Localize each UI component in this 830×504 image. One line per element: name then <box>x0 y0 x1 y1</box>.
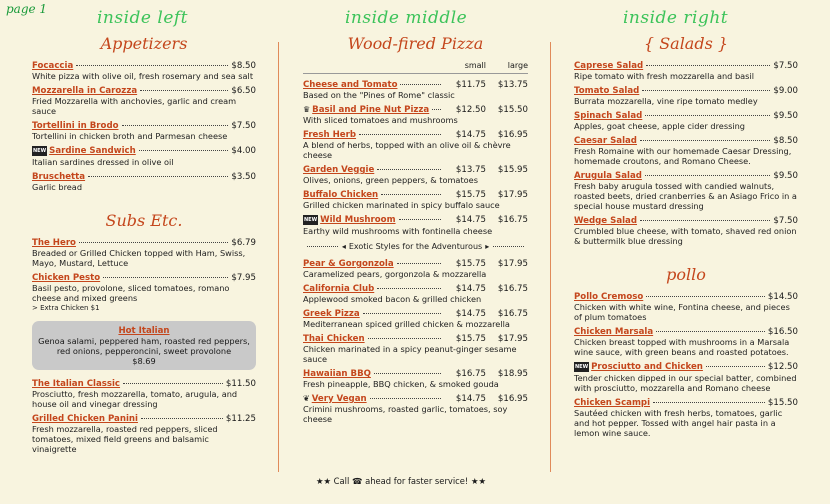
menu-item-name[interactable]: Very Vegan <box>311 394 367 404</box>
menu-item-name[interactable]: Chicken Pesto <box>32 273 101 283</box>
menu-item <box>32 238 256 268</box>
subs-title: Subs Etc. <box>105 211 183 230</box>
menu-item <box>32 273 256 313</box>
dot-leader <box>642 90 770 91</box>
menu-item-header <box>574 86 798 96</box>
menu-item-description: Breaded or Grilled Chicken topped with Ham, Swiss, Mayo, Mustard, Lettuce <box>32 248 246 268</box>
menu-item-header <box>32 86 256 96</box>
menu-item-price: $12.50 <box>767 362 798 372</box>
dot-leader <box>397 263 441 264</box>
menu-item-header <box>32 121 256 131</box>
menu-item-price: $11.50 <box>225 379 256 389</box>
menu-item-price: $9.00 <box>773 86 798 96</box>
menu-item-price: $7.95 <box>231 273 256 283</box>
menu-item-name[interactable]: Chicken Marsala <box>574 327 654 337</box>
menu-item-header <box>303 369 528 379</box>
menu-item <box>303 394 528 424</box>
menu-item-name[interactable]: California Club <box>303 284 375 294</box>
dot-leader <box>432 109 441 110</box>
dot-leader <box>359 134 441 135</box>
pollo-list <box>574 292 798 438</box>
menu-item-header <box>32 379 256 389</box>
menu-item <box>303 190 528 210</box>
menu-item-price: $14.50 <box>767 292 798 302</box>
new-badge: NEW <box>575 364 589 370</box>
middle-column <box>303 34 528 429</box>
menu-item-name[interactable]: Wild Mushroom <box>320 215 396 225</box>
menu-item <box>303 130 528 160</box>
menu-item <box>32 121 256 141</box>
menu-item <box>303 165 528 185</box>
menu-item-price: $7.50 <box>773 216 798 226</box>
menu-item-name[interactable]: Sardine Sandwich <box>49 146 136 156</box>
menu-item-name[interactable]: Bruschetta <box>32 172 86 182</box>
arrow-left-icon: ◂ <box>341 242 346 251</box>
menu-item <box>574 327 798 357</box>
menu-item-description: Tortellini in chicken broth and Parmesan cheese <box>32 131 228 141</box>
exotic-pizza-list <box>303 259 528 424</box>
menu-item <box>303 105 528 125</box>
price-small: $14.75 <box>455 130 486 140</box>
column-divider-right <box>550 42 551 472</box>
size-small-label: small <box>464 61 486 70</box>
menu-item-header <box>574 362 798 373</box>
menu-item-name[interactable]: Tortellini in Brodo <box>32 121 119 131</box>
menu-item-description: Earthy wild mushrooms with fontinella cheese <box>303 226 493 236</box>
dot-leader <box>122 125 229 126</box>
footer-call-ahead: ★★ Call ☎ ahead for faster service! ★★ <box>316 476 486 486</box>
subs-list-2 <box>32 379 256 454</box>
menu-item <box>32 172 256 192</box>
menu-item-price: $3.50 <box>231 172 256 182</box>
page-label: page 1 <box>6 2 48 16</box>
special-price: $8.69 <box>132 356 156 366</box>
dish-symbol-icon: ♛ <box>303 105 311 114</box>
dot-leader <box>374 373 441 374</box>
menu-item-header <box>303 259 528 269</box>
dot-leader <box>76 65 228 66</box>
menu-item-name[interactable]: Mozzarella in Carozza <box>32 86 138 96</box>
menu-item-description: Mediterranean spiced grilled chicken & mozzarella <box>303 319 510 329</box>
new-badge: NEW <box>304 217 318 223</box>
menu-item <box>574 292 798 322</box>
menu-item-header <box>574 136 798 146</box>
menu-item-description: Burrata mozzarella, vine ripe tomato medley <box>574 96 758 106</box>
menu-item-header <box>574 111 798 121</box>
menu-item-description: Caramelized pears, gorgonzola & mozzarella <box>303 269 487 279</box>
dot-leader <box>103 277 228 278</box>
menu-item <box>32 379 256 409</box>
menu-item-header <box>303 394 528 404</box>
menu-item-header <box>32 61 256 71</box>
menu-item-description: Based on the "Pines of Rome" classic <box>303 90 455 100</box>
pizza-title: Wood-fired Pizza <box>347 34 484 53</box>
dot-leader <box>141 418 223 419</box>
price-large: $16.95 <box>497 394 528 404</box>
pizza-size-header <box>303 61 528 74</box>
price-large: $17.95 <box>497 190 528 200</box>
menu-item-header <box>303 105 528 115</box>
right-column <box>574 34 798 443</box>
menu-item-name[interactable]: Cheese and Tomato <box>303 80 398 90</box>
menu-item-description: Chicken breast topped with mushrooms in a Marsala wine sauce, with green beans and roasted potatoes. <box>574 337 790 357</box>
dot-leader <box>656 331 765 332</box>
menu-item-name[interactable]: Caesar Salad <box>574 136 637 146</box>
menu-item <box>303 284 528 304</box>
menu-item <box>32 146 256 167</box>
special-box <box>32 321 256 370</box>
price-small: $14.75 <box>455 309 486 319</box>
menu-item <box>32 86 256 116</box>
dot-leader <box>123 383 223 384</box>
menu-item-header <box>303 190 528 200</box>
special-desc: Genoa salami, peppered ham, roasted red peppers, red onions, pepperoncini, sweet provolone <box>38 336 250 356</box>
menu-item-header <box>574 216 798 226</box>
menu-item <box>303 259 528 279</box>
menu-item-description: Applewood smoked bacon & grilled chicken <box>303 294 482 304</box>
dot-leader <box>640 220 770 221</box>
menu-item <box>574 86 798 106</box>
menu-item-header <box>32 414 256 424</box>
menu-item-header <box>32 238 256 248</box>
price-small: $14.75 <box>455 394 486 404</box>
menu-item-header <box>574 327 798 337</box>
menu-item-description: Sautéed chicken with fresh herbs, tomatoes, garlic and hot pepper. Tossed with angel hair pasta in a lemon wine sauce. <box>574 408 783 438</box>
salads-title: { Salads } <box>643 34 729 53</box>
menu-item <box>303 215 528 236</box>
menu-item-description: Fried Mozzarella with anchovies, garlic and cream sauce <box>32 96 237 116</box>
menu-item-description: Crumbled blue cheese, with tomato, shaved red onion & buttermilk blue dressing <box>574 226 797 246</box>
menu-item-price: $7.50 <box>773 61 798 71</box>
dot-leader <box>399 219 441 220</box>
dot-leader <box>377 169 441 170</box>
menu-item-description: A blend of herbs, topped with an olive oil & chèvre cheese <box>303 140 511 160</box>
menu-item-name[interactable]: Pollo Cremoso <box>574 292 644 302</box>
dish-symbol-icon: ❦ <box>303 394 310 403</box>
price-large: $17.95 <box>497 334 528 344</box>
price-small: $14.75 <box>455 284 486 294</box>
menu-item <box>32 414 256 454</box>
menu-item <box>32 61 256 81</box>
menu-item <box>303 309 528 329</box>
menu-item <box>574 111 798 131</box>
menu-item-header <box>303 80 528 90</box>
menu-item-header <box>574 61 798 71</box>
dot-leader <box>140 90 228 91</box>
price-large: $17.95 <box>497 259 528 269</box>
menu-item-description: Garlic bread <box>32 182 83 192</box>
menu-item-price: $4.00 <box>231 146 256 156</box>
menu-item-description: Fresh Romaine with our homemade Caesar Dressing, homemade croutons, and Romano Cheese. <box>574 146 792 166</box>
menu-item <box>574 61 798 81</box>
pizza-list <box>303 80 528 236</box>
menu-item-header <box>303 215 528 226</box>
menu-item-price: $9.50 <box>773 171 798 181</box>
menu-item-header <box>303 309 528 319</box>
menu-item-name[interactable]: Prosciutto and Chicken <box>591 362 703 372</box>
menu-item-name[interactable]: Pear & Gorgonzola <box>303 259 394 269</box>
column-label-right: inside right <box>623 8 729 28</box>
menu-item-name[interactable]: Wedge Salad <box>574 216 638 226</box>
menu-item-name[interactable]: The Italian Classic <box>32 379 121 389</box>
dot-leader <box>88 176 228 177</box>
menu-item-price: $6.79 <box>231 238 256 248</box>
price-large: $15.50 <box>497 105 528 115</box>
menu-item-description: Italian sardines dressed in olive oil <box>32 157 174 167</box>
salads-list <box>574 61 798 246</box>
menu-item-name[interactable]: Buffalo Chicken <box>303 190 379 200</box>
menu-item-description: Fresh pineapple, BBQ chicken, & smoked gouda <box>303 379 499 389</box>
price-small: $12.50 <box>455 105 486 115</box>
menu-item-price: $15.50 <box>767 398 798 408</box>
price-large: $18.95 <box>497 369 528 379</box>
menu-item-name[interactable]: Caprese Salad <box>574 61 644 71</box>
menu-item-description: Chicken marinated in a spicy peanut-ginger sesame sauce <box>303 344 517 364</box>
menu-item <box>303 369 528 389</box>
dot-leader <box>646 296 765 297</box>
appetizers-list <box>32 61 256 192</box>
menu-item-description: Apples, goat cheese, apple cider dressing <box>574 121 746 131</box>
menu-item-price: $6.50 <box>231 86 256 96</box>
menu-item-description: Tender chicken dipped in our special batter, combined with prosciutto, mozzarella and Romano cheese <box>574 373 797 393</box>
menu-item <box>303 334 528 364</box>
price-large: $16.75 <box>497 309 528 319</box>
menu-item-description: Chicken with white wine, Fontina cheese, and pieces of plum tomatoes <box>574 302 790 322</box>
pollo-title: pollo <box>666 265 706 284</box>
left-column <box>32 34 256 459</box>
dot-leader <box>645 115 770 116</box>
menu-item-name[interactable]: Grilled Chicken Panini <box>32 414 138 424</box>
dot-leader <box>646 65 770 66</box>
menu-item-description: White pizza with olive oil, fresh rosemary and sea salt <box>32 71 254 81</box>
menu-item-name[interactable]: Fresh Herb <box>303 130 357 140</box>
price-large: $16.75 <box>497 215 528 225</box>
menu-item-name[interactable]: Basil and Pine Nut Pizza <box>312 105 430 115</box>
menu-item <box>574 136 798 166</box>
subs-list <box>32 238 256 313</box>
dot-leader <box>706 366 765 367</box>
price-large: $16.95 <box>497 130 528 140</box>
price-small: $13.75 <box>455 165 486 175</box>
menu-item-name[interactable]: Greek Pizza <box>303 309 360 319</box>
dot-leader <box>363 313 441 314</box>
menu-item-header <box>574 398 798 408</box>
price-small: $14.75 <box>455 215 486 225</box>
menu-item <box>574 216 798 246</box>
column-divider-left <box>278 42 279 472</box>
menu-item-name[interactable]: Thai Chicken <box>303 334 365 344</box>
menu-item-header <box>574 171 798 181</box>
menu-item <box>303 80 528 100</box>
dot-leader <box>400 84 441 85</box>
price-large: $16.75 <box>497 284 528 294</box>
menu-item-header <box>303 130 528 140</box>
menu-item-name[interactable]: Chicken Scampi <box>574 398 651 408</box>
menu-item-header <box>32 172 256 182</box>
price-small: $15.75 <box>455 259 486 269</box>
dot-leader <box>79 242 228 243</box>
menu-item-header <box>303 334 528 344</box>
arrow-right-icon: ▸ <box>485 242 490 251</box>
menu-item-price: $8.50 <box>231 61 256 71</box>
menu-item-name[interactable]: The Hero <box>32 238 76 248</box>
special-name[interactable]: Hot Italian <box>118 326 170 336</box>
menu-item-description: Fresh baby arugula tossed with candied walnuts, roasted beets, dried cranberries & an Asiago Frico in a special house mustard dressing <box>574 181 797 211</box>
exotic-divider <box>303 242 528 251</box>
dot-leader <box>653 402 765 403</box>
new-badge: NEW <box>33 148 47 154</box>
menu-item-extra: > Extra Chicken $1 <box>32 304 100 312</box>
menu-item-price: $8.50 <box>773 136 798 146</box>
column-label-middle: inside middle <box>345 8 468 28</box>
menu-item-name[interactable]: Tomato Salad <box>574 86 640 96</box>
menu-item-price: $9.50 <box>773 111 798 121</box>
dot-leader <box>377 288 441 289</box>
menu-item-description: Grilled chicken marinated in spicy buffalo sauce <box>303 200 500 210</box>
menu-item-header <box>303 284 528 294</box>
menu-item-name[interactable]: Spinach Salad <box>574 111 643 121</box>
dot-leader <box>640 140 770 141</box>
price-small: $15.75 <box>455 334 486 344</box>
menu-item-description: Ripe tomato with fresh mozzarella and basil <box>574 71 754 81</box>
price-small: $11.75 <box>455 80 486 90</box>
menu-item-description: Prosciutto, fresh mozzarella, tomato, arugula, and house oil and vinegar dressing <box>32 389 238 409</box>
menu-item-price: $16.50 <box>767 327 798 337</box>
menu-item-header <box>32 273 256 283</box>
menu-item-header <box>32 146 256 157</box>
menu-item-name[interactable]: Hawaiian BBQ <box>303 369 371 379</box>
menu-item-price: $11.25 <box>225 414 256 424</box>
menu-item-name[interactable]: Arugula Salad <box>574 171 642 181</box>
menu-item <box>574 171 798 211</box>
menu-item-header <box>303 165 528 175</box>
menu-item-name[interactable]: Focaccia <box>32 61 74 71</box>
price-large: $13.75 <box>497 80 528 90</box>
price-small: $16.75 <box>455 369 486 379</box>
exotic-label: Exotic Styles for the Adventurous <box>348 242 483 251</box>
menu-item <box>574 362 798 393</box>
menu-item-description: With sliced tomatoes and mushrooms <box>303 115 458 125</box>
dot-leader <box>368 338 441 339</box>
column-label-left: inside left <box>97 8 189 28</box>
dot-leader <box>381 194 441 195</box>
price-large: $15.95 <box>497 165 528 175</box>
menu-item <box>574 398 798 438</box>
menu-item-name[interactable]: Garden Veggie <box>303 165 375 175</box>
menu-item-description: Fresh mozzarella, roasted red peppers, sliced tomatoes, mixed field greens and balsamic vinaigrette <box>32 424 218 454</box>
price-small: $15.75 <box>455 190 486 200</box>
menu-item-description: Crimini mushrooms, roasted garlic, tomatoes, soy cheese <box>303 404 508 424</box>
menu-item-price: $7.50 <box>231 121 256 131</box>
dot-leader <box>645 175 770 176</box>
appetizers-title: Appetizers <box>100 34 188 53</box>
dot-leader <box>370 398 441 399</box>
menu-item-description: Basil pesto, provolone, sliced tomatoes, romano cheese and mixed greens <box>32 283 230 303</box>
menu-item-description: Olives, onions, green peppers, & tomatoes <box>303 175 478 185</box>
menu-item-header <box>574 292 798 302</box>
dot-leader <box>139 150 229 151</box>
size-large-label: large <box>507 61 528 70</box>
